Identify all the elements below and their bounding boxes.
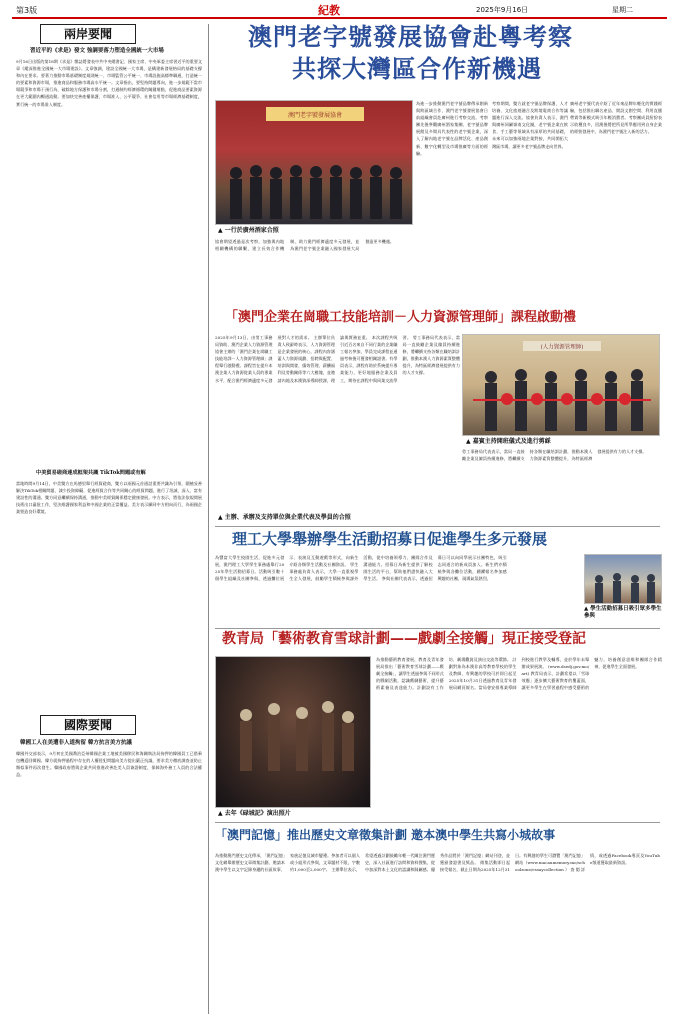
body-hr-c: 本次課程共吸引近百名來自不同行業的企業職工報名參加，學員完成課程並通過考核後可獲發相關證書。有學員表示，課程有助於系統提升專業能力，更好地服務企業及員工，期待在課程中與同業交流學習。 xyxy=(340,335,412,383)
body-drama-b: 計劃對象為本澳非高等教育學校的學生及教師，有興趣的學校可於即日起至2025年10月31日透過教育及青年發展局網頁報名。當局會安排專業導師到校進行教學及輔導，並於學年末舉辦成果展演。 xyxy=(448,657,590,691)
body-student-a: 為豐富大學生校園生活，促進多元發展，澳門理工大學學生事務處舉行2025年學生活動招募日。活動吸引數十個學生組織及社團參與，透過攤位展示、表演及互動遊戲等形式，向新生介紹各類學生活動及社團資訊。 xyxy=(215,555,359,582)
body-memory-b: 主辦單位表示，希望透過計劃鼓勵年輕一代關注澳門歷史，深入社區進行訪問和資料搜集，從中加深對本土文化的認識和歸屬感。優秀作品將於「澳門記憶」網站刊登，並獲頒發證書及獎品。 xyxy=(331,853,510,873)
body-hr-right: 勞工事務局代表表示，當局一直鼓勵企業及僱員持續進修，將繼續支持各類在職培訓計劃，推動本澳人力資源素質整體提升，為特區經濟發展提供有力的人才支撐。 xyxy=(462,449,647,462)
body-hr-course xyxy=(215,334,460,512)
drama-program-url[interactable]: (www.dsedj.gov.mo/art) xyxy=(521,664,590,677)
drama-stage-illustration xyxy=(216,657,371,808)
body-main-b: 考察期間，雙方就老字號品牌保護、人才培養、文化旅遊融合及跨境電商合作等議題進行深入交流。協會負責人表示，澳門與廣州同屬嶺南文化圈，老字號企業在飲食、手工藝等領域具有深厚的共同基礎，未來可以加強兩地企業對接，共同開拓大灣區市場，讓更多老字號品牌走向世界。 xyxy=(492,101,568,149)
headline-xi-article: 習近平的《求是》發文 強調要落力塑造全國統一大市場 xyxy=(30,48,164,54)
caption-ribbon-cutting: ▲ 嘉賓主持開班儀式及進行剪綵 xyxy=(466,438,551,445)
body-hr-d: 勞工事務局代表表示，當局一直鼓勵企業及僱員持續進修，將繼續支持各類在職培訓計劃，推動本澳人力資源素質整體提升，為特區經濟發展提供有力的人才支撐。 xyxy=(402,335,460,376)
main-headline-line1: 澳門老字號發展協會赴粵考察 xyxy=(248,23,573,51)
issue-weekday: 星期二 xyxy=(612,6,633,14)
body-main-d: 協會期望透過是次考察，加強與內地相關機構的聯繫，建立長效合作機制，助力澳門經濟適度多元發展，並為澳門老字號企業融入國家發展大局創造更多機遇。 xyxy=(215,239,394,252)
headline-macau-memory: 「澳門記憶」推出歷史文章徵集計劃 邀本澳中學生共寫小城故事 xyxy=(215,828,556,842)
student-fair-illustration xyxy=(585,555,662,604)
section-title-international: 國際要聞 xyxy=(40,715,136,735)
headline-hr-course: 「澳門企業在崗職工技能培訓－人力資源管理師」課程啟動禮 xyxy=(225,310,577,325)
group-photo-illustration xyxy=(216,101,413,225)
page-number: 第3版 xyxy=(16,6,38,15)
body-macau-memory xyxy=(215,852,660,1014)
photo-banner-text: 澳門老字號發展協會 xyxy=(287,112,343,119)
headline-tiktok: 中美貿易磋商達成框架共識 TikTok問題或有解 xyxy=(36,470,146,476)
body-drama-a: 為推動藝術教育發展，教育及青年發展局推出「藝術教育雪球計劃——戲劇全接觸」，讓學生透過參與不同形式的戲劇活動，認識戲劇藝術，提升藝術素養及表達能力。計劃設有工作坊、劇場觀賞及演出交流等環節。 xyxy=(376,657,512,691)
caption-guangzhou: ▲ 一行於廣州酒家合照 xyxy=(218,227,279,234)
body-main-a: 為進一步推動澳門老字號品牌傳承創新與跨區域合作，澳門老字號發展協會日前組織會員赴廣州進行考察交流。考察團先後參觀廣州酒家集團、老字號品牌展館及多間具代表性的老字號企業，深入了解內地老字號在品牌活化、產品創新、數字化轉型及市場推廣等方面的經驗。 xyxy=(416,101,488,156)
body-korea: 韓國外交部表示，9月初在美國喬治亞州韓國企業工地被美國移民和海關執法局拘押的韓國員工已搭乘包機返回韓國。韓方就拘押過程中存在的人權侵犯問題向美方提出嚴正抗議，要求美方徹底調查並防止類似事件再次發生。韓國政府將與企業共同推進改善赴美人員簽證制度，保障海外務工人員的合法權益。 xyxy=(16,751,202,778)
ribbon-banner-text: (人力資源管理師) xyxy=(540,344,584,351)
headline-student-activities: 理工大學舉辦學生活動招募日促進學生多元發展 xyxy=(232,530,548,548)
photo-student-fair xyxy=(584,554,662,604)
masthead: 紀教 xyxy=(318,4,340,17)
section-title-cross-strait: 兩岸要聞 xyxy=(40,24,136,44)
body-memory-c: 徵集活動即日起接受報名，截止日期為2025年12月31日。有興趣的學生可瀏覽「澳門記憶」網站（www.macaumemory.mo/schoolzone/essaycollection）查閱詳情，或透過Facebook專頁及YouTube頻道獲取最新資訊。 xyxy=(440,853,660,873)
photo-drama-performance xyxy=(215,656,371,808)
ribbon-cutting-illustration xyxy=(463,335,660,436)
body-tiktok: 當地時間9月14日，中美雙方在馬德里舉行經貿磋商，雙方以兩國元首通話重要共識為引領，圍繞妥善解決TikTok相關問題、減少投資障礙、促進經貿合作等共同關心的經貿問題，進行了坦誠、深入、富有建設性的溝通。雙方同意繼續保持溝通，推動中美經貿關係穩定健康發展。中方表示，將依法依規開展技術出口審批工作，堅決維護國家利益和中國企業的正當權益。美方表示願同中方相向而行，為兩國企業營造良好環境。 xyxy=(16,481,202,515)
body-hr-a: 2025年9月13日，由勞工事務局資助、澳門企業人力資源管理協會主辦的「澳門企業在崗職工技能培訓－人力資源管理師」課程舉行啟動禮。課程旨在提升本澳企業人力資源從業人員的專業水平，配合澳門經濟適度多元發展對人才的需求。 xyxy=(215,335,313,383)
caption-drama-performance: ▲ 去年《碌城記》演出照片 xyxy=(218,810,291,817)
column-divider xyxy=(208,24,209,1014)
headline-korea: 韓國工人在美遭非人道拘留 韓方抗言美方抗議 xyxy=(20,740,132,746)
body-drama-program xyxy=(376,656,662,820)
body-student-b: 學生事務處負責人表示，大學一直重視學生全人發展，鼓勵學生積極參與課外活動，從中培養領導力、團隊合作及溝通能力。招募日為新生提供了解校園生活的平台，幫助他們盡快融入大學生活。 xyxy=(289,555,433,582)
body-main-c: 廣州老字號代表介紹了近年來品牌年輕化的實踐經驗，包括推出聯名產品、開設文創空間、利用直播帶貨等新模式吸引年輕消費者。考察團成員紛紛表示收穫良多，回澳後將把所見所學應用到自身企業的經營發展中，為澳門老字號注入新的活力。 xyxy=(570,101,662,135)
body-memory-a: 為推動澳門歷史文化傳承，「澳門記憶」文化網舉辦歷史文章徵集計劃，邀請本澳中學生以文字記錄身邊的社區故事、家族記憶及城市變遷。參加者可以個人或小組形式參與，文章題材不限，字數約1,000至2,000字。 xyxy=(215,853,360,873)
issue-date: 2025年9月16日 xyxy=(476,6,529,14)
body-hr-b: 主辦單位負責人致辭時表示，人力資源管理是企業發展的核心，課程內容涵蓋人力資源規劃、招聘與配置、培訓與開發、績效管理、薪酬福利及勞動關係等六大模塊，並邀請內地及本澳資深導師授課，理論與實務並重。 xyxy=(277,335,371,383)
body-xi-article: 9月16日出版的第18期《求是》雜誌將發表中共中央總書記、國家主席、中央軍委主席習近平的重要文章《縱深推進全國統一大市場建設》。文章強調，建設全國統一大市場，是構建新發展格局的基礎支撐和內在要求。要著力推動市場基礎制度規則統一、市場監管公平統一、市場設施高標準聯通，打造統一的要素和資源市場，推進商品和服務市場高水平統一。文章指出，要堅持問題導向，進一步規範不當市場競爭和市場干預行為，破除地方保護和市場分割，打通制約經濟循環的關鍵堵點，促進商品要素資源在更大範圍內暢通流動。要加快完善產權保護、市場准入、公平競爭、社會信用等市場經濟基礎制度，實行統一的市場准入制度。 xyxy=(16,59,202,107)
photo-guangzhou-group xyxy=(215,100,413,225)
hr-section-rule xyxy=(215,526,660,527)
caption-student-fair: ▲ 學生活動招募日吸引眾多學生參與 xyxy=(584,606,662,619)
body-drama-c: 教青局表示，計劃希望以「雪球效應」逐步擴大藝術教育的覆蓋面，讓更多學生在學習過程中感受藝術的魅力，培養創意思維和團隊合作精神，促進學生全面發展。 xyxy=(521,657,662,691)
caption-hr-group: ▲ 主辦、承辦及支持單位與企業代表及學員的合照 xyxy=(218,514,351,521)
photo-ribbon-cutting xyxy=(462,334,660,436)
body-student-c: 參與社團代表表示，透過招募日可以向同學展示社團特色，吸引志同道合的新成員加入。新生們亦積極參與各攤位活動，踴躍報名參加感興趣的社團，現場氣氛熱烈。 xyxy=(381,555,507,582)
headline-drama-program: 教青局「藝術教育雪球計劃——戲劇全接觸」現正接受登記 xyxy=(222,631,586,647)
edu-section-rule xyxy=(215,822,660,823)
body-student-activities xyxy=(215,554,581,626)
header-rule xyxy=(12,17,667,19)
main-headline-line2: 共探大灣區合作新機遇 xyxy=(292,55,542,83)
